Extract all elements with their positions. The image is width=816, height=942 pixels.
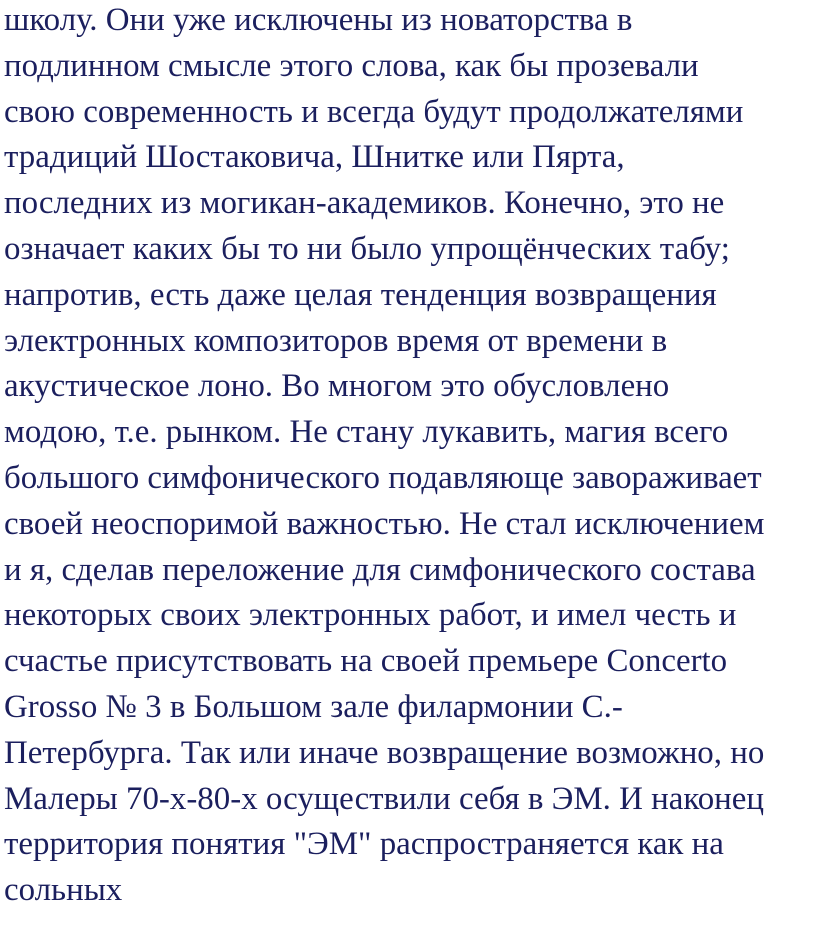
text-line: модою, т.е. рынком. Не стану лукавить, магия всего <box>4 414 729 451</box>
text-line: большого симфонического подавляюще завораживает <box>4 459 762 496</box>
text-line: Grosso № 3 в Большом зале филармонии С.- <box>4 688 623 725</box>
text-line: своей неоспоримой важностью. Не стал исключением <box>4 505 765 542</box>
body-text <box>4 0 814 914</box>
text-line: и я, сделав переложение для симфонического состава <box>4 551 756 588</box>
text-line: свою современность и всегда будут продолжателями <box>4 93 744 130</box>
text-line: Малеры 70-х-80-х осуществили себя в ЭМ. И наконец <box>4 780 765 817</box>
text-line: некоторых своих электронных работ, и имел честь и <box>4 597 737 634</box>
text-line: означает каких бы то ни было упрощёнческих табу; <box>4 230 730 267</box>
text-line: традиций Шостаковича, Шнитке или Пярта, <box>4 139 625 176</box>
text-line: последних из могикан-академиков. Конечно, это не <box>4 185 725 222</box>
text-line: территория понятия "ЭМ" распространяется как на <box>4 826 724 863</box>
text-line: Петербурга. Так или иначе возвращение возможно, но <box>4 734 765 771</box>
text-line: школу. Они уже исключены из новаторства в <box>4 2 633 38</box>
text-line: счастье присутствовать на своей премьере Concerto <box>4 643 728 680</box>
text-line: электронных композиторов время от времени в <box>4 322 668 359</box>
text-line: акустическое лоно. Во многом это обусловлено <box>4 368 670 405</box>
text-line: напротив, есть даже целая тенденция возвращения <box>4 276 717 313</box>
text-line: подлинном смысле этого слова, как бы прозевали <box>4 47 699 84</box>
text-line: сольных <box>4 872 123 909</box>
